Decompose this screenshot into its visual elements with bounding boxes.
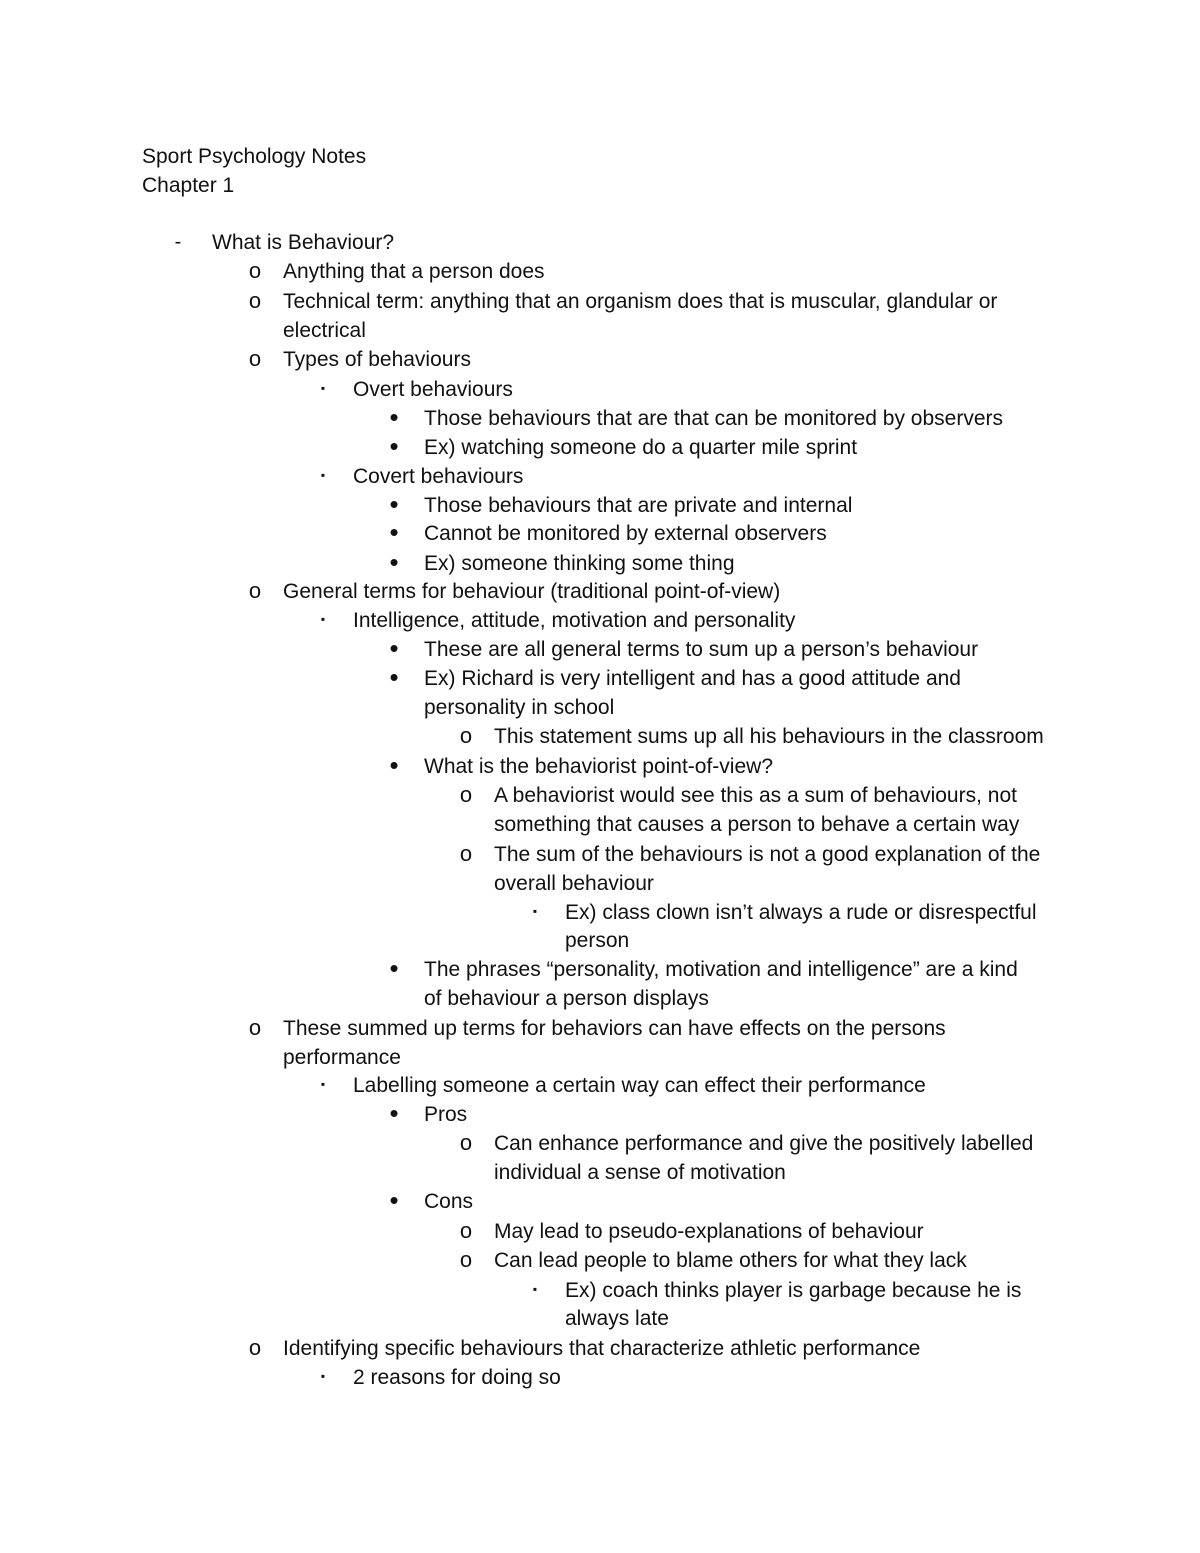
list-item-level2: General terms for behaviour (traditional point-of-view) (283, 580, 781, 603)
circle-marker: o (248, 578, 262, 603)
circle-marker: o (459, 723, 473, 748)
list-item-level3: Covert behaviours (353, 465, 524, 488)
dash-marker: - (174, 231, 182, 253)
list-item-level5: Can enhance performance and give the positively labelled (494, 1132, 1034, 1155)
list-item-continuation: individual a sense of motivation (494, 1161, 786, 1184)
square-marker: ▪ (320, 1077, 326, 1091)
bullet-marker: • (389, 402, 399, 432)
circle-marker: o (248, 346, 262, 371)
list-item-level2: These summed up terms for behaviors can have effects on the persons (283, 1017, 946, 1040)
list-item-continuation: person (565, 929, 630, 952)
square-marker: ▪ (320, 612, 326, 626)
list-item-level4: Ex) Richard is very intelligent and has a good attitude and (424, 667, 961, 690)
circle-marker: o (459, 841, 473, 866)
circle-marker: o (459, 1130, 473, 1155)
list-item-continuation: something that causes a person to behave a certain way (494, 813, 1020, 836)
bullet-marker: • (389, 750, 399, 780)
list-item-level4: Pros (424, 1103, 468, 1126)
bullet-marker: • (389, 953, 399, 983)
circle-marker: o (248, 1335, 262, 1360)
list-item-continuation: always late (565, 1307, 669, 1330)
bullet-marker: • (389, 547, 399, 577)
list-item-level3: 2 reasons for doing so (353, 1366, 561, 1389)
list-item-level4: What is the behaviorist point-of-view? (424, 755, 773, 778)
square-marker: ▪ (320, 468, 326, 482)
chapter-heading: Chapter 1 (142, 174, 235, 197)
list-item-level5: A behaviorist would see this as a sum of behaviours, not (494, 784, 1017, 807)
list-item-level4: Cannot be monitored by external observers (424, 522, 827, 545)
list-item-level6: Ex) class clown isn’t always a rude or disrespectful (565, 901, 1037, 924)
list-item-level5: May lead to pseudo-explanations of behaviour (494, 1220, 924, 1243)
circle-marker: o (459, 1218, 473, 1243)
bullet-marker: • (389, 431, 399, 461)
list-item-level3: Labelling someone a certain way can effect their performance (353, 1074, 926, 1097)
list-item-level3: Intelligence, attitude, motivation and personality (353, 609, 796, 632)
bullet-marker: • (389, 1185, 399, 1215)
list-item-level3: Overt behaviours (353, 378, 513, 401)
bullet-marker: • (389, 633, 399, 663)
list-item-level4: Cons (424, 1190, 474, 1213)
list-item-level5: This statement sums up all his behaviours in the classroom (494, 725, 1044, 748)
list-item-continuation: of behaviour a person displays (424, 987, 709, 1010)
list-item-level4: Those behaviours that are private and internal (424, 494, 853, 517)
list-item-level2: Identifying specific behaviours that characterize athletic performance (283, 1337, 921, 1360)
square-marker: ▪ (532, 1282, 538, 1296)
list-item-level4: Ex) someone thinking some thing (424, 552, 735, 575)
circle-marker: o (459, 1247, 473, 1272)
circle-marker: o (248, 1015, 262, 1040)
list-item-level2: Technical term: anything that an organism does that is muscular, glandular or (283, 290, 998, 313)
list-item-level4: Those behaviours that are that can be monitored by observers (424, 407, 1003, 430)
square-marker: ▪ (320, 381, 326, 395)
list-item-level1: What is Behaviour? (212, 231, 395, 254)
bullet-marker: • (389, 517, 399, 547)
list-item-level4: These are all general terms to sum up a person’s behaviour (424, 638, 979, 661)
list-item-continuation: performance (283, 1046, 401, 1069)
square-marker: ▪ (532, 904, 538, 918)
bullet-marker: • (389, 662, 399, 692)
bullet-marker: • (389, 489, 399, 519)
list-item-level4: The phrases “personality, motivation and intelligence” are a kind (424, 958, 1018, 981)
list-item-continuation: personality in school (424, 696, 615, 719)
list-item-continuation: overall behaviour (494, 872, 654, 895)
list-item-level6: Ex) coach thinks player is garbage because he is (565, 1279, 1022, 1302)
list-item-level2: Types of behaviours (283, 348, 471, 371)
list-item-level4: Ex) watching someone do a quarter mile sprint (424, 436, 858, 459)
circle-marker: o (459, 782, 473, 807)
list-item-level5: The sum of the behaviours is not a good explanation of the (494, 843, 1041, 866)
circle-marker: o (248, 258, 262, 283)
list-item-continuation: electrical (283, 319, 366, 342)
circle-marker: o (248, 288, 262, 313)
list-item-level2: Anything that a person does (283, 260, 545, 283)
list-item-level5: Can lead people to blame others for what they lack (494, 1249, 967, 1272)
square-marker: ▪ (320, 1369, 326, 1383)
bullet-marker: • (389, 1098, 399, 1128)
page-title: Sport Psychology Notes (142, 145, 367, 168)
